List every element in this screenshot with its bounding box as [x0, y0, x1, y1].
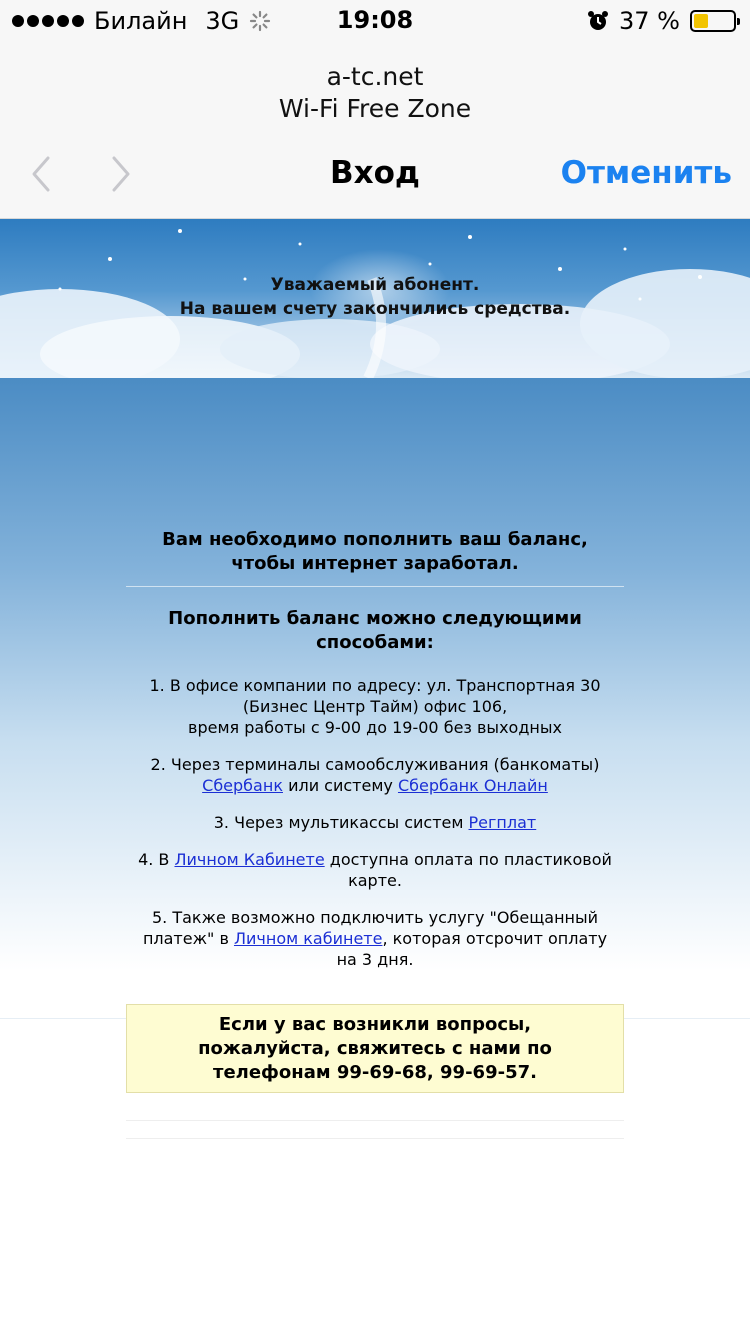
topup-heading-line-1: Вам необходимо пополнить ваш баланс,: [162, 529, 588, 550]
method-personal-account-line-2: карте.: [348, 871, 402, 890]
main-content-area: [0, 378, 750, 1334]
divider: [126, 1120, 624, 1121]
sberbank-link[interactable]: Сбербанк: [202, 776, 283, 795]
contact-notice: [126, 1004, 624, 1093]
alarm-clock-icon: [587, 10, 609, 32]
regplat-link[interactable]: Регплат: [468, 813, 537, 832]
method-promised-payment: [126, 907, 624, 970]
method-promised-payment-line-1: 5. Также возможно подключить услугу "Обещанный: [151, 908, 599, 927]
personal-account-link[interactable]: Личном Кабинете: [174, 850, 325, 869]
payment-instructions: [126, 528, 624, 970]
method-promised-payment-prefix: платеж" в: [142, 929, 234, 948]
battery-percent: 37 %: [619, 7, 680, 35]
banner-line-1: Уважаемый абонент.: [270, 275, 480, 295]
methods-heading-line-1: Пополнить баланс можно следующими: [168, 608, 582, 629]
method-office-line-2: (Бизнес Центр Тайм) офис 106,: [242, 697, 508, 716]
network-type: 3G: [205, 7, 240, 35]
contact-line-1: Если у вас возникли вопросы,: [218, 1014, 532, 1035]
method-terminals: [126, 754, 624, 796]
page-title: Вход: [330, 155, 420, 191]
banner-image: [0, 219, 750, 378]
carrier-name: Билайн: [94, 7, 188, 35]
battery-icon: [690, 10, 736, 32]
host-name: a-tc.net: [326, 62, 424, 91]
method-office-line-3: время работы с 9-00 до 19-00 без выходных: [188, 718, 562, 737]
methods-heading: [126, 607, 624, 655]
status-bar: [0, 0, 750, 40]
contact-phones: телефонам 99-69-68, 99-69-57.: [213, 1062, 537, 1083]
method-terminals-connector: или систему: [282, 776, 398, 795]
divider: [126, 1138, 624, 1139]
network-name: Wi-Fi Free Zone: [278, 94, 472, 123]
topup-heading: [126, 528, 624, 587]
method-multikassy: [126, 812, 624, 833]
method-office-line-1: 1. В офисе компании по адресу: ул. Транспортная 30: [149, 676, 601, 695]
method-personal-account-prefix: 4. В: [138, 850, 175, 869]
method-office: [126, 675, 624, 738]
clock-time: 19:08: [336, 6, 414, 34]
methods-heading-line-2: способами:: [316, 632, 434, 653]
sberbank-online-link[interactable]: Сбербанк Онлайн: [397, 776, 548, 795]
method-personal-account-suffix: доступна оплата по пластиковой: [324, 850, 612, 869]
banner-line-2: На вашем счету закончились средства.: [179, 299, 571, 319]
contact-line-2: пожалуйста, свяжитесь с нами по: [198, 1038, 552, 1059]
cancel-button[interactable]: Отменить: [560, 155, 732, 191]
personal-cabinet-link[interactable]: Личном кабинете: [233, 929, 383, 948]
banner-message: [0, 273, 750, 321]
method-multikassy-text: 3. Через мультикассы систем: [213, 813, 469, 832]
method-promised-payment-line-3: на 3 дня.: [336, 950, 414, 969]
method-terminals-line-1: 2. Через терминалы самообслуживания (банкоматы): [150, 755, 600, 774]
captive-portal-header: [0, 40, 750, 219]
topup-heading-line-2: чтобы интернет заработал.: [231, 553, 519, 574]
method-promised-payment-suffix: , которая отсрочит оплату: [382, 929, 608, 948]
method-personal-account: [126, 849, 624, 891]
